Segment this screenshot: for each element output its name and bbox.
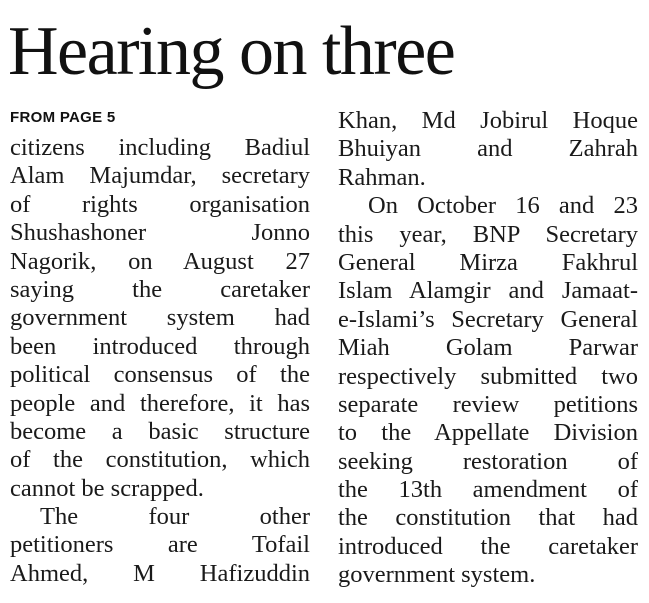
body-line: Khan, Md Jobirul Hoque [338,107,638,134]
kicker-from-page: FROM PAGE 5 [10,109,116,126]
body-line: seeking restoration of [338,447,638,475]
body-line: Nagorik, on August 27 [10,247,310,275]
body-line: the constitution that had [338,504,638,532]
article-column-left [10,108,310,588]
body-line: of rights organisation [10,190,310,218]
body-line: On October 16 and 23 [368,192,638,220]
body-line: separate review petitions [338,390,638,418]
body-line: been introduced through [10,332,310,360]
body-line: respectively submitted two [338,362,638,390]
body-line: Bhuiyan and Zahrah [338,135,638,163]
body-line: The four other [40,503,310,531]
body-line: people and therefore, it has [10,389,310,417]
body-line: to the Appellate Division [338,419,638,447]
body-line: political consensus of the [10,361,310,389]
headline: Hearing on three [8,13,455,90]
body-line: government system. [338,561,536,589]
body-line: Rahman. [338,163,426,191]
body-line: cannot be scrapped. [10,474,204,502]
article-column-right [338,108,638,590]
body-line: petitioners are Tofail [10,531,310,559]
body-line: citizens including Badiul [10,134,310,161]
body-line: saying the caretaker [10,275,310,303]
body-line: General Mirza Fakhrul [338,248,638,276]
body-line: Alam Majumdar, secretary [10,162,310,190]
body-line: Ahmed, M Hafizuddin [10,559,310,587]
body-line: become a basic structure [10,417,310,445]
body-line: government system had [10,304,310,332]
body-line: Islam Alamgir and Jamaat- [338,277,638,305]
body-line: introduced the caretaker [338,532,638,560]
body-line: this year, BNP Secretary [338,220,638,248]
body-line: e-Islami’s Secretary General [338,305,638,333]
body-line: Miah Golam Parwar [338,334,638,362]
body-line: the 13th amendment of [338,476,638,504]
body-line: Shushashoner Jonno [10,219,310,247]
body-line: of the constitution, which [10,446,310,474]
